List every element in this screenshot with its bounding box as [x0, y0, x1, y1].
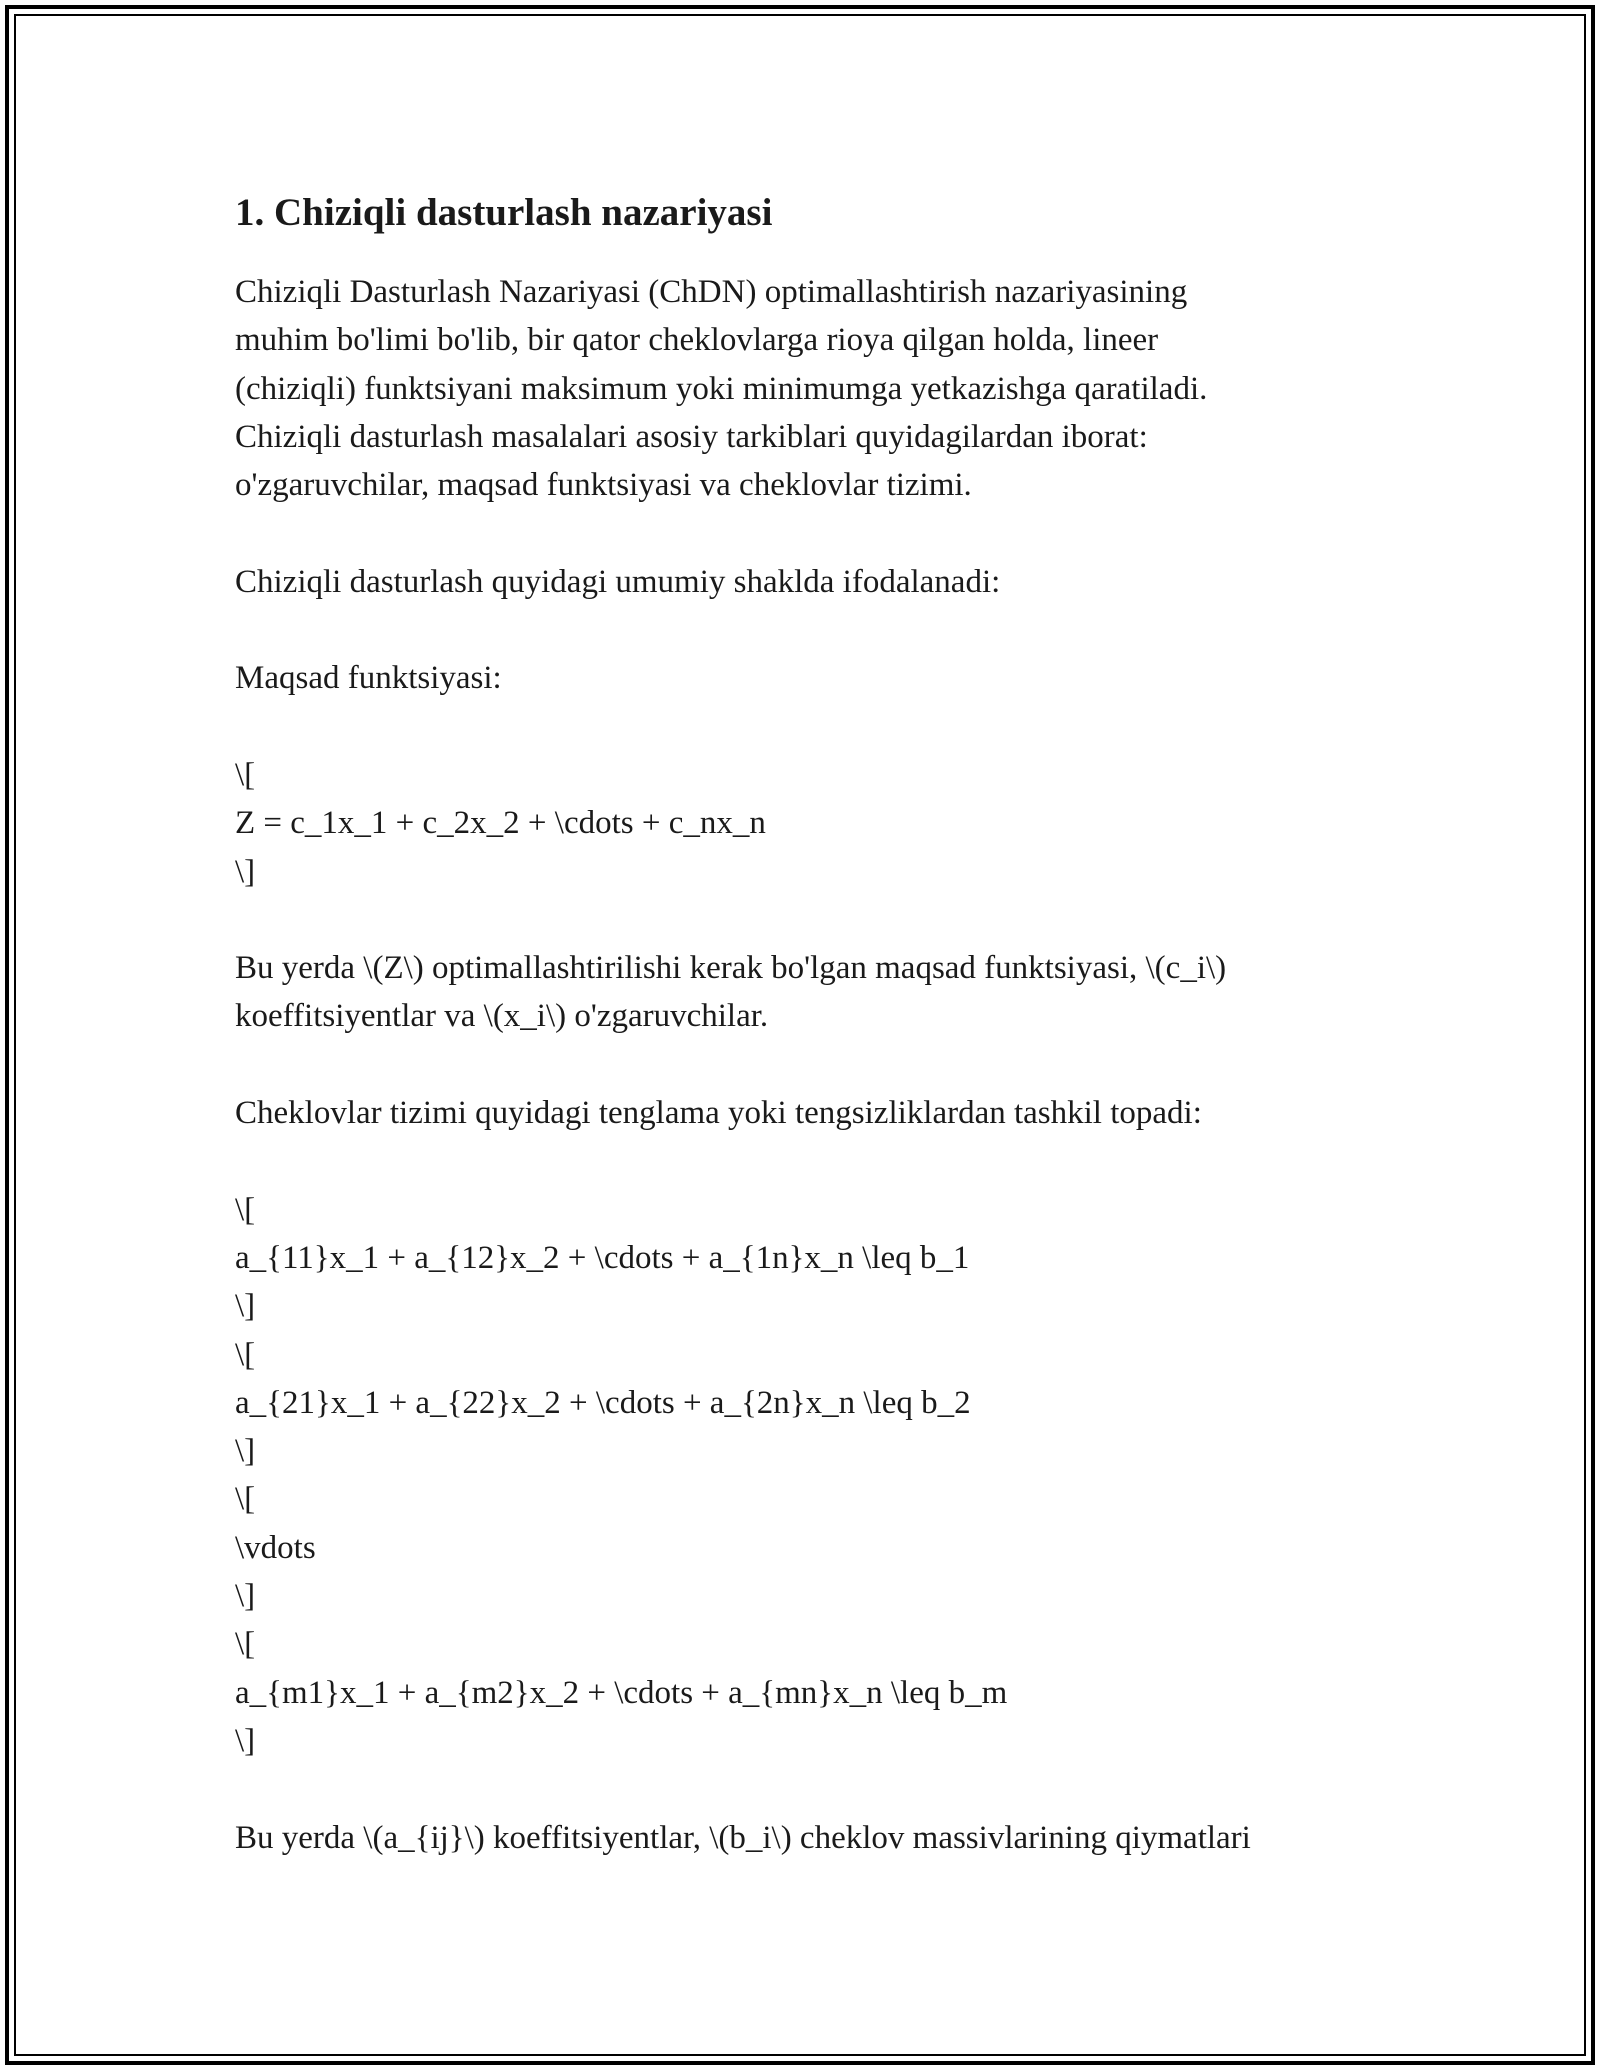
paragraph-objective-explanation	[235, 944, 1435, 1041]
paragraph-gap	[235, 606, 1435, 654]
formula-line: a_{11}x_1 + a_{12}x_2 + \cdots + a_{1n}x_n \leq b_1	[235, 1239, 970, 1276]
formula-line: a_{21}x_1 + a_{22}x_2 + \cdots + a_{2n}x_n \leq b_2	[235, 1384, 971, 1421]
formula-line: Z = c_1x_1 + c_2x_2 + \cdots + c_nx_n	[235, 805, 766, 842]
text-line: Bu yerda \(Z\) optimallashtirilishi kerak bo'lgan maqsad funktsiyasi, \(c_i\)	[235, 950, 1227, 987]
text-line: Maqsad funktsiyasi:	[235, 660, 502, 697]
paragraph-intro	[235, 268, 1435, 509]
text-line: o'zgaruvchilar, maqsad funktsiyasi va cheklovlar tizimi.	[235, 467, 972, 504]
formula-line: \]	[235, 1722, 256, 1759]
formula-line: \[	[235, 1481, 256, 1518]
formula-line: \]	[235, 1433, 256, 1470]
formula-line: \[	[235, 1626, 256, 1663]
paragraph-gap	[235, 1137, 1435, 1185]
paragraph-gap	[235, 1765, 1435, 1813]
paragraph-gap	[235, 509, 1435, 557]
formula-constraints	[235, 1186, 1435, 1766]
text-line: Chiziqli dasturlash quyidagi umumiy shaklda ifodalanadi:	[235, 563, 1001, 600]
formula-line: \]	[235, 853, 256, 890]
text-line: muhim bo'limi bo'lib, bir qator cheklovlarga rioya qilgan holda, lineer	[235, 322, 1159, 359]
formula-line: \[	[235, 1336, 256, 1373]
paragraph-gap	[235, 703, 1435, 751]
paragraph-constraints-explanation	[235, 1814, 1435, 1862]
formula-line: a_{m1}x_1 + a_{m2}x_2 + \cdots + a_{mn}x_n \leq b_m	[235, 1674, 1008, 1711]
formula-line: \[	[235, 1191, 256, 1228]
text-line: Bu yerda \(a_{ij}\) koeffitsiyentlar, \(b_i\) cheklov massivlarining qiymatlari	[235, 1819, 1251, 1856]
paragraph-gap	[235, 896, 1435, 944]
formula-line: \vdots	[235, 1529, 316, 1566]
document-body	[235, 186, 1435, 1862]
paragraph-general-form	[235, 558, 1435, 606]
formula-objective	[235, 751, 1435, 896]
section-heading: 1. Chiziqli dasturlash nazariyasi	[235, 191, 773, 234]
formula-line: \]	[235, 1578, 256, 1615]
text-line: (chiziqli) funktsiyani maksimum yoki minimumga yetkazishga qaratiladi.	[235, 370, 1208, 407]
text-line: koeffitsiyentlar va \(x_i\) o'zgaruvchilar.	[235, 998, 769, 1035]
text-line: Cheklovlar tizimi quyidagi tenglama yoki tengsizliklardan tashkil topadi:	[235, 1095, 1202, 1132]
formula-line: \]	[235, 1288, 256, 1325]
formula-line: \[	[235, 756, 256, 793]
text-line: Chiziqli Dasturlash Nazariyasi (ChDN) optimallashtirish nazariyasining	[235, 274, 1188, 310]
paragraph-gap	[235, 1041, 1435, 1089]
paragraph-objective-label	[235, 654, 1435, 702]
paragraph-constraints-intro	[235, 1089, 1435, 1137]
text-line: Chiziqli dasturlash masalalari asosiy tarkiblari quyidagilardan iborat:	[235, 418, 1148, 455]
